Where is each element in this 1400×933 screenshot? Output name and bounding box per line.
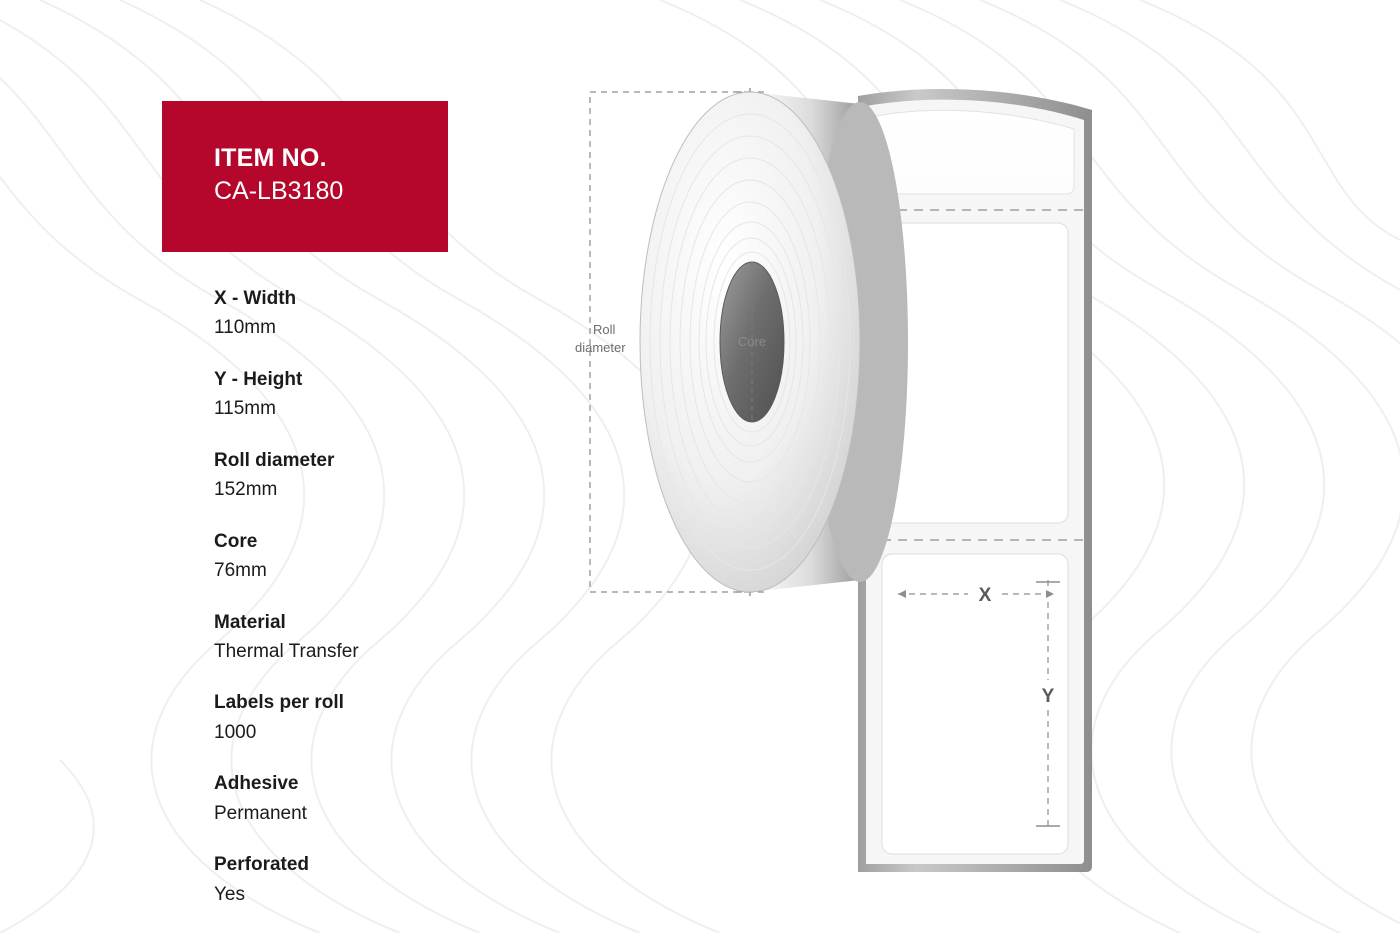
- label-roll-illustration: [540, 60, 1180, 900]
- spec-row-core: [214, 527, 544, 586]
- spec-label: X - Width: [214, 288, 297, 309]
- spec-row-material: [214, 608, 544, 667]
- spec-value: Yes: [214, 883, 245, 905]
- spec-value: 76mm: [214, 560, 267, 582]
- spec-row-roll-diameter: [214, 446, 544, 505]
- spec-value: 110mm: [214, 317, 276, 339]
- core-label: Core: [737, 334, 767, 349]
- spec-label: Adhesive: [214, 773, 299, 795]
- specification-list: [214, 284, 544, 931]
- spec-row-perforated: [214, 850, 544, 909]
- spec-value: Thermal Transfer: [214, 640, 359, 662]
- y-dimension-label: Y: [1041, 686, 1055, 707]
- item-number-value: CA-LB3180: [214, 177, 344, 205]
- spec-label: Material: [214, 611, 286, 633]
- roll-diameter-label-line2: diameter: [575, 340, 626, 355]
- x-dimension-label: X: [978, 585, 992, 606]
- spec-label: Labels per roll: [214, 692, 344, 714]
- label-roll-face: [640, 92, 860, 592]
- spec-row-adhesive: [214, 769, 544, 828]
- spec-label: Perforated: [214, 854, 310, 876]
- spec-value: Permanent: [214, 802, 307, 824]
- spec-row-width: [214, 284, 544, 343]
- item-number-badge: [162, 101, 448, 252]
- spec-row-labels-per-roll: [214, 688, 544, 747]
- spec-value: 115mm: [214, 398, 276, 420]
- spec-label: Roll diameter: [214, 449, 335, 471]
- roll-diameter-label-line1: Roll: [593, 322, 616, 337]
- spec-label: Y - Height: [214, 368, 303, 390]
- spec-value: 1000: [214, 721, 257, 743]
- spec-value: 152mm: [214, 479, 278, 501]
- spec-label: Core: [214, 530, 258, 552]
- spec-row-height: [214, 365, 544, 424]
- item-number-title: ITEM NO.: [214, 144, 327, 172]
